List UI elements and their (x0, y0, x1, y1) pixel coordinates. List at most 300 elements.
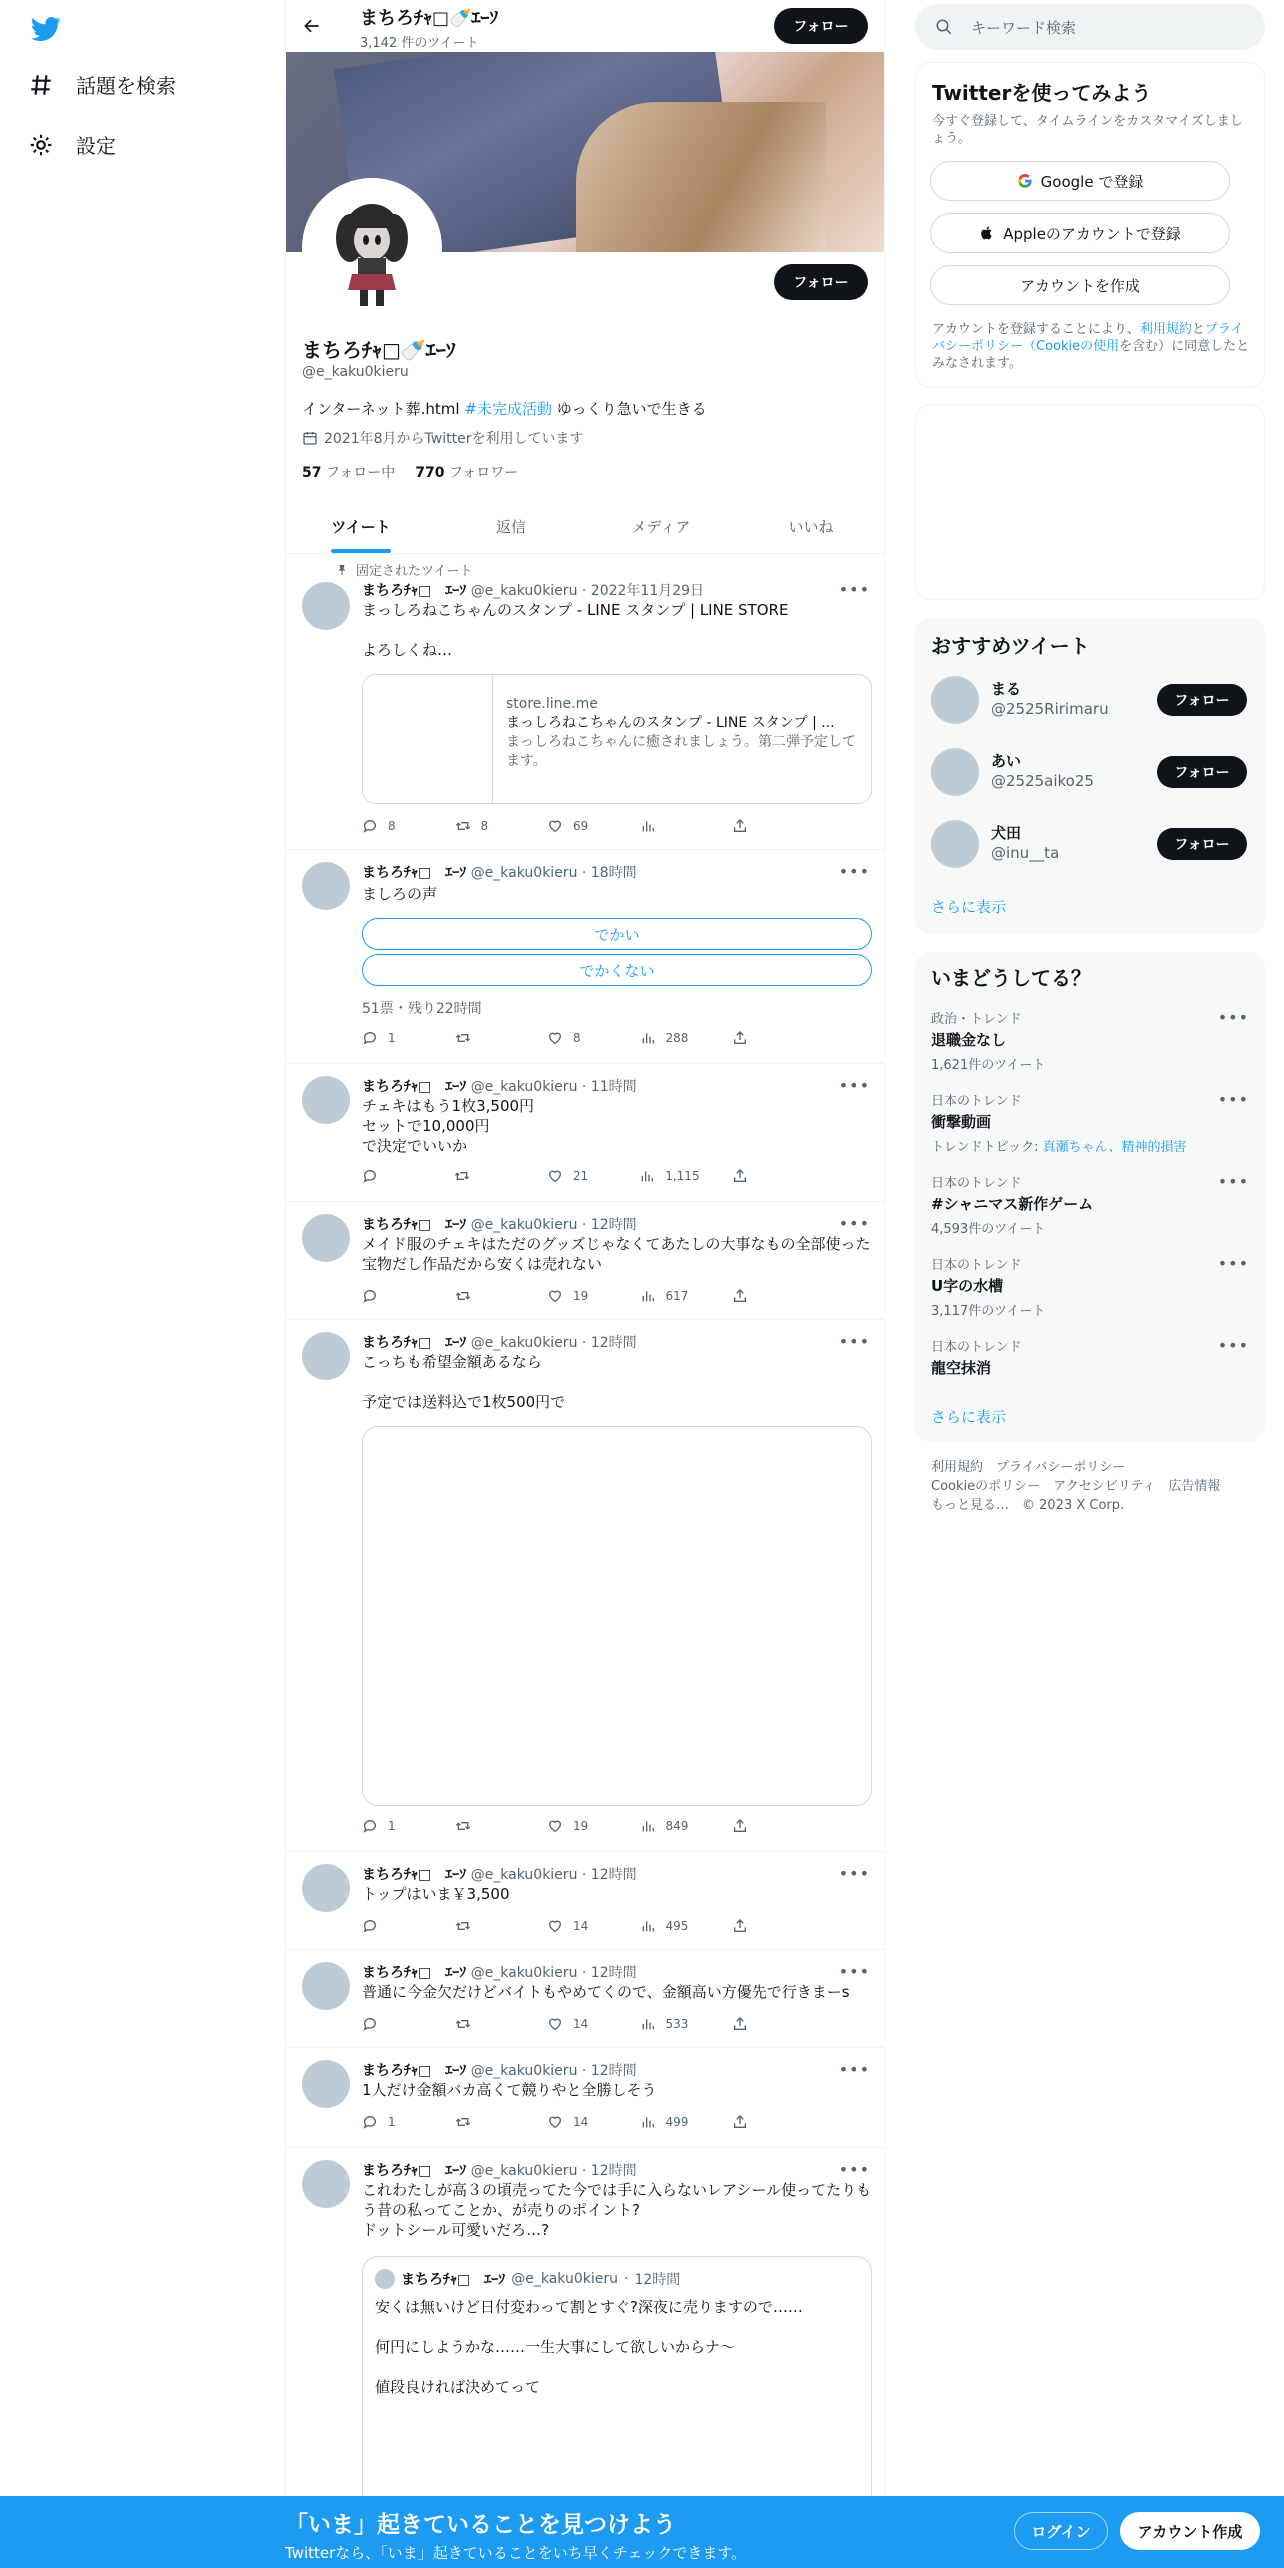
privacy-link[interactable]: プライバシーポリシー (932, 322, 1244, 354)
tweet-avatar[interactable] (302, 582, 350, 630)
like-button[interactable] (547, 1030, 607, 1046)
trends-show-more[interactable]: さらに表示 (931, 1408, 1007, 1426)
more-options-icon[interactable]: ••• (1217, 1336, 1249, 1355)
tweet[interactable] (286, 1950, 885, 2048)
quoted-time: 12時間 (634, 2272, 681, 2288)
trends-box (915, 952, 1265, 1442)
tweet[interactable] (286, 1202, 885, 1320)
reply-icon (362, 1288, 378, 1304)
view-count: 617 (665, 1289, 689, 1303)
trend-count: 1,621件のツイート (931, 1058, 1046, 1073)
tweet-header: まちろﾁｬ□ ｴｰｿ @e_kaku0kieru · 2022年11月29日 (362, 583, 705, 599)
recommended-follow-button[interactable]: フォロー (1157, 828, 1247, 860)
tweet-avatar[interactable] (302, 2060, 350, 2108)
reply-button[interactable] (362, 1288, 422, 1304)
tweet-avatar[interactable] (302, 1962, 350, 2010)
tweet-header: まちろﾁｬ□ ｴｰｿ @e_kaku0kieru · 12時間 (362, 1867, 637, 1883)
reply-icon (362, 1818, 378, 1834)
profile-bio (302, 398, 707, 419)
followers-count: 770 (415, 465, 445, 481)
login-prompt-subtitle: Twitterなら、「いま」起きていることをいち早くチェックできます。 (285, 2544, 747, 2562)
retweet-button[interactable] (455, 1030, 515, 1046)
create-account-label: アカウントを作成 (1020, 276, 1140, 295)
tweet-actions (362, 1288, 792, 1304)
share-button[interactable] (732, 1030, 792, 1046)
tweet-author-name[interactable]: まちろﾁｬ□ ｴｰｿ (362, 2163, 467, 2179)
link-card-title: まっしろねこちゃんのスタンプ - LINE スタンプ | ... (506, 715, 835, 731)
retweet-icon (455, 1918, 471, 1934)
bio-hashtag-link[interactable]: #未完成活動 (464, 400, 552, 418)
footer-links (931, 1458, 1251, 1515)
view-count: 1,115 (665, 1169, 700, 1183)
apple-signup-label: Appleのアカウントで登録 (1003, 224, 1181, 243)
trend-meta: 日本のトレンド (931, 1258, 1022, 1273)
link-card-image (363, 675, 493, 803)
views-button[interactable] (640, 1288, 700, 1304)
views-button[interactable] (640, 818, 700, 834)
retweet-button[interactable] (455, 818, 515, 834)
tweet-header: まちろﾁｬ□ ｴｰｿ @e_kaku0kieru · 12時間 (362, 1965, 637, 1981)
footer-line[interactable]: もっと見る… © 2023 X Corp. (931, 1498, 1125, 1513)
trend-item[interactable] (931, 1008, 1249, 1073)
tweet-avatar[interactable] (302, 2160, 350, 2208)
search-icon (935, 18, 953, 36)
profile-column (285, 0, 885, 2568)
reply-icon (362, 1918, 378, 1934)
reply-count: 1 (388, 1819, 396, 1833)
profile-handle: @e_kaku0kieru (302, 364, 409, 380)
banner-photo-shape (576, 102, 826, 252)
more-options-icon[interactable]: ••• (838, 862, 870, 881)
reply-icon (362, 2114, 378, 2130)
reply-button[interactable] (362, 1918, 422, 1934)
tweet-avatar[interactable] (302, 862, 350, 910)
bar-chart-icon (640, 1918, 656, 1934)
more-options-icon[interactable]: ••• (838, 2060, 870, 2079)
tweet-handle[interactable]: @e_kaku0kieru (470, 2163, 578, 2179)
tweet[interactable] (286, 850, 885, 1064)
nav-explore[interactable] (28, 70, 176, 99)
recommended-account[interactable] (931, 670, 1249, 730)
twitter-bird-icon[interactable] (28, 14, 64, 44)
tab-tweets[interactable]: ツイート (286, 500, 436, 553)
like-count: 8 (573, 1031, 581, 1045)
more-options-icon[interactable]: ••• (838, 1332, 870, 1351)
heart-icon (547, 818, 563, 834)
recommended-show-more[interactable]: さらに表示 (931, 898, 1007, 916)
view-count: 533 (665, 2017, 689, 2031)
doll-avatar-icon (306, 182, 438, 314)
header-name: まちろﾁｬ□🍼ｴｰｿ (360, 8, 499, 29)
tweet-actions (362, 2114, 792, 2130)
tweet-actions (362, 1168, 792, 1184)
reply-icon (362, 2016, 378, 2032)
recommended-account[interactable] (931, 742, 1249, 802)
trend-meta: 日本のトレンド (931, 1094, 1022, 1109)
signup-title: Twitterを使ってみよう (932, 81, 1152, 105)
trend-topic (931, 1136, 1249, 1155)
bio-text: インターネット葬.html (302, 400, 460, 418)
reply-button[interactable] (362, 1030, 422, 1046)
tweet-handle[interactable]: @e_kaku0kieru (470, 1965, 578, 1981)
like-button[interactable] (547, 1918, 607, 1934)
quoted-handle: @e_kaku0kieru (511, 2271, 618, 2287)
hashtag-icon (28, 72, 54, 98)
google-signup-button[interactable] (930, 161, 1230, 201)
recommended-avatar[interactable] (931, 676, 979, 724)
joined-text: 2021年8月からTwitterを利用しています (324, 431, 584, 447)
tweet-text: 普通に今金欠だけどバイトもやめてくので、金額高い方優先で行きまーs (362, 1983, 850, 2001)
empty-widget (915, 404, 1265, 600)
tweet-avatar[interactable] (302, 1076, 350, 1124)
trend-name: #シャニマス新作ゲーム (931, 1195, 1094, 1213)
back-arrow-icon[interactable] (302, 16, 322, 36)
views-button[interactable] (640, 1818, 700, 1834)
retweet-button[interactable] (455, 2114, 515, 2130)
link-card-domain: store.line.me (506, 696, 598, 712)
bar-chart-icon (640, 2016, 656, 2032)
search-input[interactable] (915, 4, 1265, 50)
trend-name: 衝撃動画 (931, 1113, 992, 1131)
heart-icon (547, 2016, 563, 2032)
tweet-time[interactable]: 12時間 (590, 1217, 637, 1233)
tab-replies[interactable]: 返信 (495, 518, 526, 536)
tweet-header: まちろﾁｬ□ ｴｰｿ @e_kaku0kieru · 12時間 (362, 2163, 637, 2179)
quoted-tweet-header: まちろﾁｬ□ ｴｰｿ @e_kaku0kieru · 12時間 (375, 2269, 680, 2289)
tweet-actions (362, 1918, 792, 1934)
tweet-author-name[interactable]: まちろﾁｬ□ ｴｰｿ (362, 2063, 467, 2079)
following-count: 57 (302, 465, 322, 481)
tweet-text: トップはいま￥3,500 (362, 1885, 510, 1903)
views-button[interactable] (639, 1168, 699, 1184)
trends-title: いまどうしてる？ (931, 966, 1091, 990)
view-count: 849 (665, 1819, 689, 1833)
recommended-avatar[interactable] (931, 820, 979, 868)
recommended-box (915, 618, 1265, 934)
gear-icon (28, 132, 54, 158)
poll-option[interactable]: でかくない (362, 954, 872, 986)
profile-follow-stats (302, 462, 518, 482)
view-count: 499 (665, 2115, 689, 2129)
tweet-text: こっちも希望金額あるなら 予定では送料込で1枚500円で (362, 1353, 566, 1411)
trend-name: 退職金なし (931, 1031, 1007, 1049)
retweet-icon (455, 818, 471, 834)
tweet-author-name[interactable]: まちろﾁｬ□ ｴｰｿ (362, 1965, 467, 1981)
more-options-icon[interactable]: ••• (838, 1864, 870, 1883)
tweet-author-name[interactable]: まちろﾁｬ□ ｴｰｿ (362, 1867, 467, 1883)
pinned-label: 固定されたツイート (356, 564, 473, 579)
like-count: 19 (573, 1289, 589, 1303)
link-card-description: まっしろねこちゃんに癒されましょう。第二弾予定してます。 (506, 734, 856, 769)
share-button[interactable] (732, 1288, 792, 1304)
more-options-icon[interactable]: ••• (838, 580, 870, 599)
quoted-author-name: まちろﾁｬ□ ｴｰｿ (401, 2272, 506, 2288)
bio-text: ゆっくり急いで生きる (556, 400, 707, 418)
recommended-name[interactable]: あい (991, 752, 1022, 770)
tweet-time[interactable]: 12時間 (590, 2063, 637, 2079)
views-button[interactable] (640, 2114, 700, 2130)
apple-signup-button[interactable] (930, 213, 1230, 253)
link-card[interactable] (362, 674, 872, 804)
login-button[interactable]: ログイン (1014, 2512, 1108, 2550)
bar-chart-icon (640, 1030, 656, 1046)
retweet-button[interactable] (455, 1918, 515, 1934)
header-follow-button[interactable]: フォロー (774, 8, 868, 44)
more-options-icon[interactable]: ••• (1217, 1172, 1249, 1191)
views-button[interactable] (640, 2016, 700, 2032)
like-button[interactable] (547, 2114, 607, 2130)
tweet-actions (362, 2016, 792, 2032)
bar-chart-icon (640, 2114, 656, 2130)
view-count: 288 (665, 1031, 689, 1045)
retweet-button[interactable] (454, 1168, 514, 1184)
signup-subtitle: 今すぐ登録して、タイムラインをカスタマイズしましょう。 (932, 114, 1243, 146)
tweet-author-name[interactable]: まちろﾁｬ□ ｴｰｿ (362, 583, 467, 599)
login-prompt-title: 「いま」起きていることを見つけよう (285, 2512, 676, 2538)
tweet-header: まちろﾁｬ□ ｴｰｿ @e_kaku0kieru · 18時間 (362, 865, 637, 881)
tweet-text: ましろの声 (362, 885, 438, 903)
calendar-icon (302, 430, 318, 446)
views-button[interactable] (640, 1918, 700, 1934)
views-button[interactable] (640, 1030, 700, 1046)
following-link[interactable] (302, 462, 395, 482)
apple-icon (979, 225, 995, 241)
recommended-title: おすすめツイート (931, 634, 1090, 658)
create-account-button[interactable] (930, 265, 1230, 305)
tweet-header: まちろﾁｬ□ ｴｰｿ @e_kaku0kieru · 11時間 (362, 1079, 637, 1095)
tweet[interactable] (286, 1064, 885, 1202)
recommended-name[interactable]: まる (991, 680, 1022, 698)
recommended-follow-button[interactable]: フォロー (1157, 756, 1247, 788)
reply-icon (362, 818, 378, 834)
tweet-actions (362, 1030, 792, 1046)
profile-follow-button[interactable]: フォロー (774, 264, 868, 300)
more-options-icon[interactable]: ••• (838, 2160, 870, 2179)
tweet-time[interactable]: 12時間 (590, 1965, 637, 1981)
tweet-handle[interactable]: @e_kaku0kieru (470, 865, 578, 881)
retweet-button[interactable] (455, 1818, 515, 1834)
retweet-icon (455, 1288, 471, 1304)
tab-likes[interactable]: いいね (788, 518, 834, 536)
footer-line[interactable]: Cookieのポリシー アクセシビリティ 広告情報 (931, 1479, 1221, 1494)
reply-count: 1 (388, 2115, 396, 2129)
terms-link[interactable]: 利用規約 (1139, 322, 1192, 337)
signup-box (915, 62, 1265, 388)
footer-line[interactable]: 利用規約 プライバシーポリシー (931, 1460, 1126, 1475)
tweet-avatar[interactable] (302, 1864, 350, 1912)
tweet-time[interactable]: 18時間 (590, 865, 637, 881)
more-options-icon[interactable]: ••• (1217, 1090, 1249, 1109)
tweet-actions (362, 1818, 792, 1834)
header-tweet-count: 3,142 件のツイート (360, 36, 479, 51)
reply-button[interactable] (362, 1168, 422, 1184)
share-icon (732, 1288, 748, 1304)
tweet-header: まちろﾁｬ□ ｴｰｿ @e_kaku0kieru · 12時間 (362, 2063, 637, 2079)
tweet-handle[interactable]: @e_kaku0kieru (470, 1079, 578, 1095)
trend-count: 4,593件のツイート (931, 1222, 1046, 1237)
bar-chart-icon (639, 1168, 655, 1184)
tweet-author-name[interactable]: まちろﾁｬ□ ｴｰｿ (362, 1217, 467, 1233)
tweet-avatar[interactable] (302, 1214, 350, 1262)
tweet-time[interactable]: 11時間 (590, 1079, 637, 1095)
share-button[interactable] (732, 1168, 792, 1184)
tweet-avatar[interactable] (302, 1332, 350, 1380)
like-count: 19 (573, 1819, 589, 1833)
reply-icon (362, 1030, 378, 1046)
recommended-account[interactable] (931, 814, 1249, 874)
profile-header-bar (286, 0, 885, 52)
tweet-actions (362, 818, 792, 834)
tweet[interactable] (286, 2048, 885, 2148)
tweet-header: まちろﾁｬ□ ｴｰｿ @e_kaku0kieru · 12時間 (362, 1217, 637, 1233)
bar-chart-icon (640, 1288, 656, 1304)
like-button[interactable] (547, 1818, 607, 1834)
more-options-icon[interactable]: ••• (838, 1214, 870, 1233)
tab-media[interactable]: メディア (631, 518, 691, 536)
bar-chart-icon (640, 818, 656, 834)
tweet-text: まっしろねこちゃんのスタンプ - LINE スタンプ | LINE STORE よろしくね… (362, 601, 789, 659)
like-button[interactable] (547, 818, 607, 834)
quoted-tweet-avatar (375, 2269, 395, 2289)
view-count: 495 (665, 1919, 689, 1933)
tweet-time[interactable]: 12時間 (590, 2163, 637, 2179)
bar-chart-icon (640, 1818, 656, 1834)
cookie-link[interactable]: （Cookieの使用 (1023, 339, 1120, 354)
quoted-tweet-text: 安くは無いけど日付変わって割とすぐ?深夜に売りますので…… 何円にしようかな……一生大事にして欲しいからナ〜 値段良ければ決めてって (375, 2298, 803, 2396)
tweet[interactable] (286, 1852, 885, 1950)
recommended-handle[interactable]: @2525Ririmaru (991, 700, 1109, 718)
reply-button[interactable] (362, 2114, 422, 2130)
like-count: 14 (573, 1919, 589, 1933)
reply-count: 8 (388, 819, 396, 833)
tweet-handle[interactable]: @e_kaku0kieru (470, 2063, 578, 2079)
share-icon (732, 1918, 748, 1934)
nav-explore-label: 話題を検索 (76, 74, 176, 98)
trend-count: 3,117件のツイート (931, 1304, 1046, 1319)
terms-text: アカウントを登録することにより、 (932, 322, 1140, 337)
trend-topic-label: トレンドトピック: (931, 1140, 1043, 1155)
share-icon (732, 1168, 748, 1184)
trend-name: 龍空抹消 (931, 1359, 992, 1377)
trend-name: U字の水槽 (931, 1277, 1004, 1295)
recommended-handle[interactable]: @inu__ta (991, 844, 1060, 862)
recommended-follow-button[interactable]: フォロー (1157, 684, 1247, 716)
share-button[interactable] (732, 818, 792, 834)
tweet-handle[interactable]: @e_kaku0kieru (470, 1335, 578, 1351)
recommended-name[interactable]: 犬田 (991, 824, 1022, 842)
like-button[interactable] (547, 1288, 607, 1304)
tweet-time[interactable]: 12時間 (590, 1867, 637, 1883)
tweet-handle[interactable]: @e_kaku0kieru (470, 1867, 578, 1883)
retweet-icon (455, 2016, 471, 2032)
followers-link[interactable] (415, 462, 518, 482)
trend-meta: 日本のトレンド (931, 1176, 1022, 1191)
tweet-author-name[interactable]: まちろﾁｬ□ ｴｰｿ (362, 865, 467, 881)
share-button[interactable] (732, 2016, 792, 2032)
share-icon (732, 2016, 748, 2032)
reply-button[interactable] (362, 818, 422, 834)
reply-button[interactable] (362, 2016, 422, 2032)
like-button[interactable] (547, 2016, 607, 2032)
heart-icon (547, 1918, 563, 1934)
tweet-author-name[interactable]: まちろﾁｬ□ ｴｰｿ (362, 1335, 467, 1351)
heart-icon (547, 1818, 563, 1834)
followers-label: フォロワー (448, 465, 519, 481)
poll-meta: 51票・残り22時間 (362, 1001, 482, 1017)
trend-item[interactable] (931, 1090, 1249, 1155)
share-icon (732, 1030, 748, 1046)
heart-icon (547, 1288, 563, 1304)
tweet-author-name[interactable]: まちろﾁｬ□ ｴｰｿ (362, 1079, 467, 1095)
share-icon (732, 1818, 748, 1834)
tweet-text: メイド服のチェキはただのグッズじゃなくてあたしの大事なもの全部使った宝物だし作品だから安くは売れない (362, 1235, 871, 1273)
tweet[interactable] (286, 1320, 885, 1852)
poll-option[interactable]: でかい (362, 918, 872, 950)
like-button[interactable] (547, 1168, 607, 1184)
more-options-icon[interactable]: ••• (838, 1962, 870, 1981)
signup-terms (932, 321, 1252, 372)
retweet-icon (455, 1030, 471, 1046)
link-card-body (506, 695, 861, 771)
tweet-time[interactable]: 12時間 (590, 1335, 637, 1351)
trend-meta: 政治・トレンド (931, 1012, 1022, 1027)
tweet-media[interactable] (362, 1426, 872, 1806)
signup-button[interactable]: アカウント作成 (1120, 2512, 1260, 2550)
terms-text: と (1191, 322, 1205, 337)
search-placeholder: キーワード検索 (971, 18, 1077, 37)
recommended-handle[interactable]: @2525aiko25 (991, 772, 1094, 790)
tweet-text: 1人だけ金額バカ高くて競りやと全勝しそう (362, 2081, 657, 2099)
retweet-button[interactable] (455, 2016, 515, 2032)
trend-topic-link[interactable]: 真瀬ちゃん、精神的損害 (1042, 1140, 1187, 1155)
profile-avatar[interactable] (302, 178, 442, 318)
login-prompt-bar (0, 2496, 1284, 2568)
trend-item[interactable] (931, 1336, 1249, 1378)
retweet-button[interactable] (455, 1288, 515, 1304)
profile-name: まちろﾁｬ□🍼ｴｰｿ (302, 338, 456, 362)
heart-icon (547, 1168, 563, 1184)
share-icon (732, 818, 748, 834)
tweet[interactable] (286, 554, 885, 850)
tweet-time[interactable]: 2022年11月29日 (590, 583, 705, 599)
like-count: 69 (573, 819, 589, 833)
share-button[interactable] (732, 1818, 792, 1834)
nav-settings[interactable] (28, 130, 116, 159)
share-icon (732, 2114, 748, 2130)
more-options-icon[interactable]: ••• (838, 1076, 870, 1095)
tweet-text: チェキはもう1枚3,500円 セットで10,000円 で決定でいいか (362, 1097, 535, 1155)
tweet-handle[interactable]: @e_kaku0kieru (470, 1217, 578, 1233)
recommended-avatar[interactable] (931, 748, 979, 796)
terms-text: を含む）に同意したとみなされます。 (932, 339, 1250, 371)
share-button[interactable] (732, 1918, 792, 1934)
tweet-handle[interactable]: @e_kaku0kieru (470, 583, 578, 599)
google-signup-label: Google で登録 (1040, 172, 1144, 191)
profile-joined (302, 428, 583, 448)
reply-button[interactable] (362, 1818, 422, 1834)
trend-item[interactable] (931, 1254, 1249, 1319)
heart-icon (547, 1030, 563, 1046)
nav-settings-label: 設定 (76, 134, 116, 158)
share-button[interactable] (732, 2114, 792, 2130)
retweet-icon (455, 1818, 471, 1834)
more-options-icon[interactable]: ••• (1217, 1254, 1249, 1273)
google-icon (1017, 173, 1033, 189)
like-count: 14 (573, 2115, 589, 2129)
trend-item[interactable] (931, 1172, 1249, 1237)
more-options-icon[interactable]: ••• (1217, 1008, 1249, 1027)
reply-count: 1 (388, 1031, 396, 1045)
